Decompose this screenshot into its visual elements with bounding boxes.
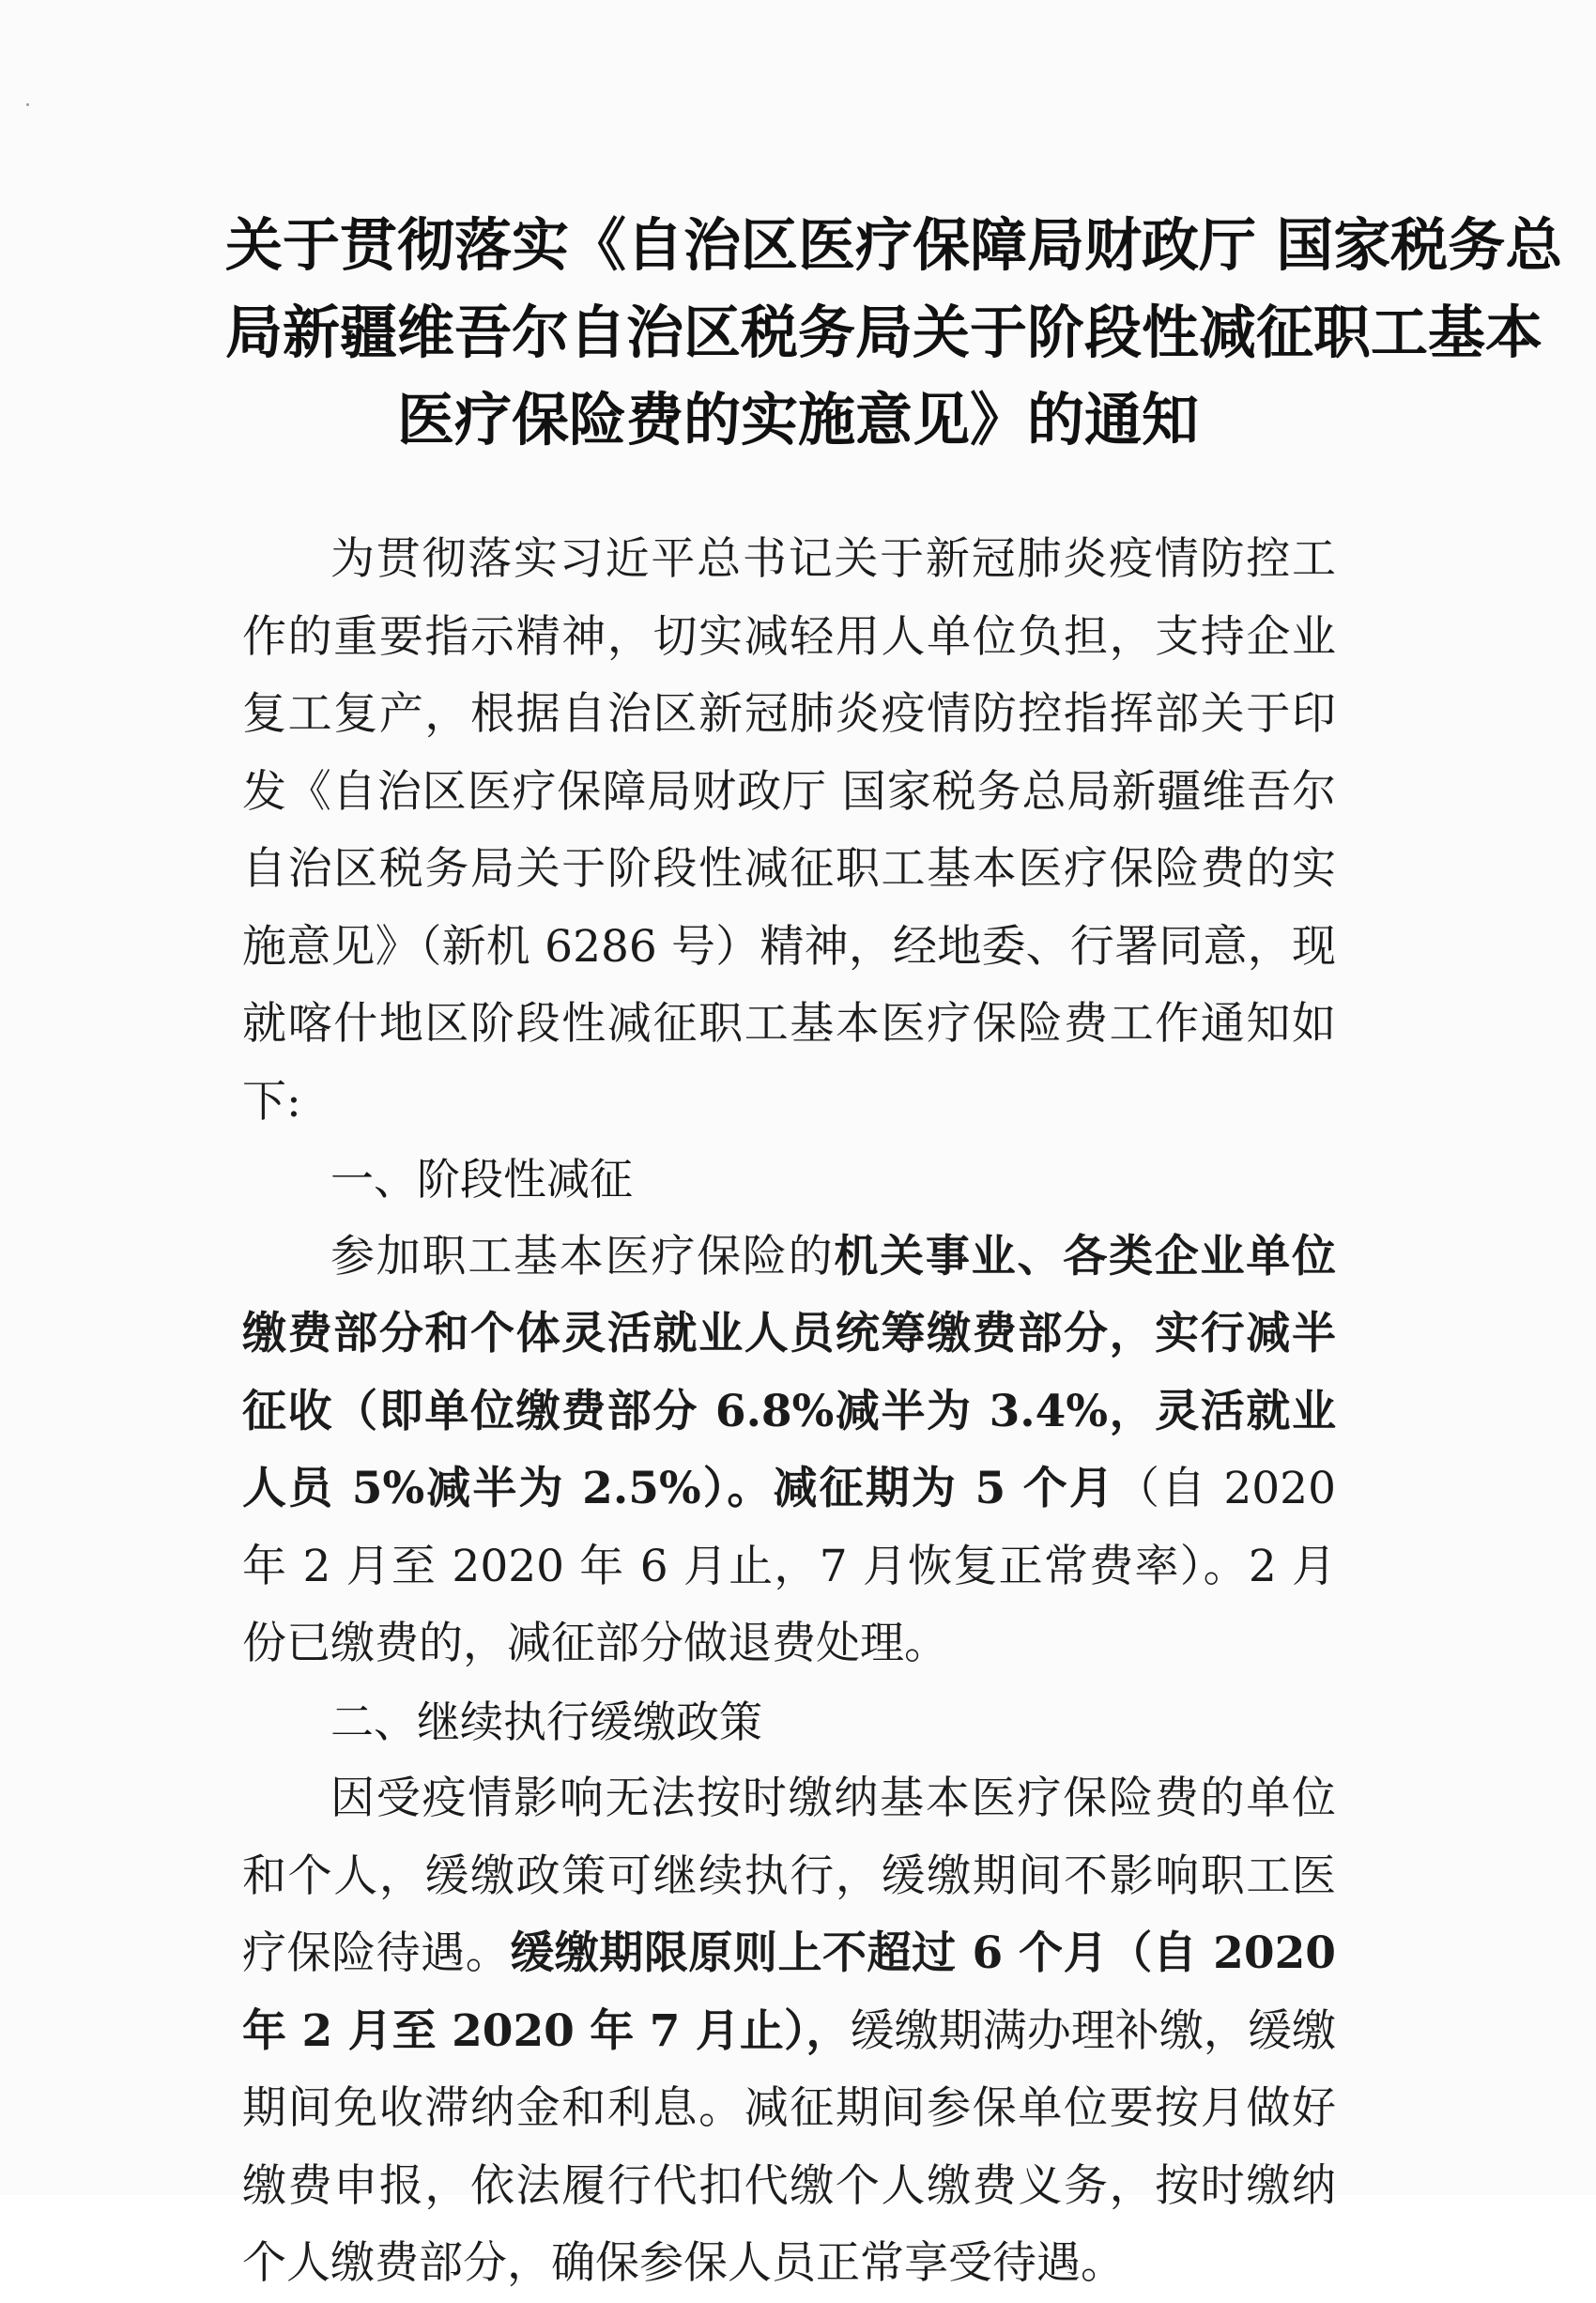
section-2-text-a: 因受疫情影响无法按时缴纳基本医疗保险费的单位和个人，缓缴政策可继续执行，缓缴期间不影响职工医疗保险待遇。 [242,1773,1336,1979]
section-1-text-bold: 机关事业、各类企业单位缴费部分和个体灵活就业人员统筹缴费部分，实行减半征收（即单位缴费部分 6.8%减半为 3.4%，灵活就业人员 5%减半为 2.5%）。减征期为 5 个月 [242,1230,1337,1514]
section-1-text-a: 参加职工基本医疗保险的 [330,1230,835,1282]
document-title [225,202,1563,464]
document-body [242,521,1336,2303]
intro-paragraph: 为贯彻落实习近平总书记关于新冠肺炎疫情防控工作的重要指示精神，切实减轻用人单位负担，支持企业复工复产，根据自治区新冠肺炎疫情防控指挥部关于印发《自治区医疗保障局财政厅 国家税务总局新疆维吾尔自治区税务局关于阶段性减征职工基本医疗保险费的实施意见》（新机 6286 号）精神，经地委、行署同意，现就喀什地区阶段性减征职工基本医疗保险费工作通知如下: [242,533,1336,1128]
title-line-3: 医疗保险费的实施意见》的通知 [396,387,1199,453]
section-1-paragraph [242,1219,1336,1683]
section-2-text-c: 缓缴期满办理补缴，缓缴期间免收滞纳金和利息。减征期间参保单位要按月做好缴费申报，依法履行代扣代缴个人缴费义务，按时缴纳个人缴费部分，确保参保人员正常享受待遇。 [242,2004,1336,2289]
section-2-paragraph [242,1760,1336,2303]
title-line-2: 局新疆维吾尔自治区税务局关于阶段性减征职工基本 [225,299,1543,366]
title-line-1: 关于贯彻落实《自治区医疗保障局财政厅 国家税务总 [225,212,1563,279]
section-2-heading: 二、继续执行缓缴政策 [330,1696,762,1747]
section-2-text-bold: 缓缴期限原则上不超过 6 个月（自 2020 年 2 月至 2020 年 7 月止）， [242,1927,1336,2057]
section-1-text-c: （自 2020 年 2 月至 2020 年 6 月止，7 月恢复正常费率）。2 月份已缴费的，减征部分做退费处理。 [242,1463,1336,1669]
scan-speck [26,103,29,106]
section-1-heading: 一、阶段性减征 [330,1154,633,1205]
